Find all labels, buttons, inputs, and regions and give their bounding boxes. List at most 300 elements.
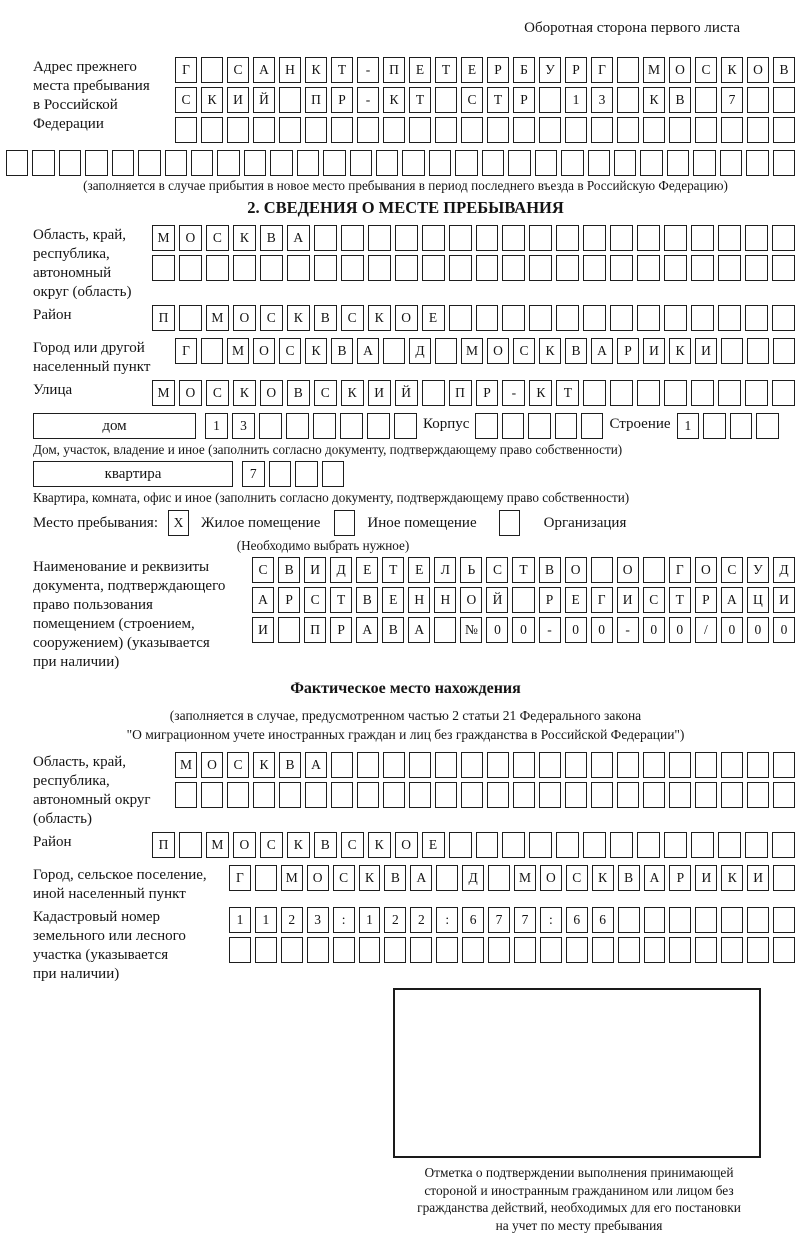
char-cell [286, 413, 309, 439]
char-cell [513, 752, 535, 778]
char-cell: - [502, 380, 525, 406]
char-cell [281, 937, 303, 963]
char-cell: В [384, 865, 406, 891]
char-cell: П [383, 57, 405, 83]
char-cell: А [253, 57, 275, 83]
char-cell [720, 150, 742, 176]
char-cell: С [279, 338, 301, 364]
char-cell: К [233, 225, 256, 251]
char-cell [529, 255, 552, 281]
char-cell [383, 782, 405, 808]
char-cell [643, 752, 665, 778]
raion-row [152, 305, 795, 331]
char-cell: 1 [205, 413, 228, 439]
char-cell [773, 865, 795, 891]
char-cell [461, 117, 483, 143]
char-cell [244, 150, 266, 176]
char-cell: Н [408, 587, 430, 613]
char-cell [253, 782, 275, 808]
char-cell: Е [422, 832, 445, 858]
char-cell: О [179, 225, 202, 251]
char-cell [449, 832, 472, 858]
char-cell: У [747, 557, 769, 583]
char-cell: Е [461, 57, 483, 83]
char-cell: Б [513, 57, 535, 83]
char-cell [691, 380, 714, 406]
char-cell [772, 255, 795, 281]
char-cell: Т [382, 557, 404, 583]
char-cell: А [408, 617, 430, 643]
char-cell [773, 782, 795, 808]
char-cell [669, 752, 691, 778]
char-cell [721, 782, 743, 808]
char-cell: О [540, 865, 562, 891]
char-cell: Т [330, 587, 352, 613]
char-cell: К [287, 305, 310, 331]
char-cell: Р [330, 617, 352, 643]
char-cell [565, 782, 587, 808]
char-cell: 6 [592, 907, 614, 933]
char-cell [664, 305, 687, 331]
char-cell [476, 305, 499, 331]
char-cell [566, 937, 588, 963]
char-cell [476, 255, 499, 281]
char-cell [429, 150, 451, 176]
char-cell [695, 782, 717, 808]
char-cell: Ц [747, 587, 769, 613]
char-cell: Т [409, 87, 431, 113]
checkbox-inoe [334, 510, 355, 536]
char-cell [179, 305, 202, 331]
char-cell [669, 907, 691, 933]
char-cell: Д [773, 557, 795, 583]
apartment-number-cells [242, 461, 344, 487]
char-cell: С [341, 305, 364, 331]
char-cell [721, 752, 743, 778]
char-cell: Е [422, 305, 445, 331]
char-cell [461, 752, 483, 778]
char-cell: С [486, 557, 508, 583]
char-cell [746, 150, 768, 176]
char-cell [422, 225, 445, 251]
char-cell: Р [565, 57, 587, 83]
char-cell [314, 225, 337, 251]
char-cell [556, 305, 579, 331]
char-cell [581, 413, 603, 439]
char-cell: Г [591, 587, 613, 613]
char-cell: О [201, 752, 223, 778]
char-cell: С [566, 865, 588, 891]
char-cell: С [260, 832, 283, 858]
apartment-row [33, 461, 795, 487]
char-cell: 2 [281, 907, 303, 933]
char-cell [591, 752, 613, 778]
char-cell: А [356, 617, 378, 643]
char-cell: С [695, 57, 717, 83]
char-cell [618, 937, 640, 963]
char-cell: О [487, 338, 509, 364]
char-cell [637, 832, 660, 858]
char-cell: О [695, 557, 717, 583]
char-cell: В [314, 832, 337, 858]
char-cell: Д [462, 865, 484, 891]
char-cell: К [669, 338, 691, 364]
char-cell [253, 117, 275, 143]
char-cell [695, 87, 717, 113]
char-cell [643, 782, 665, 808]
char-cell: : [333, 907, 355, 933]
document-row-3 [252, 617, 795, 643]
char-cell: К [383, 87, 405, 113]
char-cell [745, 832, 768, 858]
char-cell: С [341, 832, 364, 858]
char-cell: Р [617, 338, 639, 364]
char-cell [747, 117, 769, 143]
char-cell [745, 380, 768, 406]
char-cell [718, 305, 741, 331]
char-cell: О [233, 305, 256, 331]
char-cell: Л [434, 557, 456, 583]
char-cell [773, 117, 795, 143]
char-cell [721, 117, 743, 143]
char-cell: К [368, 832, 391, 858]
char-cell [313, 413, 336, 439]
char-cell [487, 117, 509, 143]
char-cell: С [206, 380, 229, 406]
char-cell: А [721, 587, 743, 613]
char-cell [591, 557, 613, 583]
fact-note: (заполняется в случае, предусмотренном частью 2 статьи 21 Федерального закона "О миграционном учете иностранных граждан и лиц без гражданства в Российской Федерации") [126, 708, 685, 742]
char-cell: О [565, 557, 587, 583]
char-cell: Г [591, 57, 613, 83]
char-cell: В [287, 380, 310, 406]
char-cell [637, 255, 660, 281]
char-cell [229, 937, 251, 963]
section2-heading: 2. СВЕДЕНИЯ О МЕСТЕ ПРЕБЫВАНИЯ [247, 198, 564, 217]
char-cell: 2 [384, 907, 406, 933]
char-cell [588, 150, 610, 176]
previous-address-row-4 [6, 150, 795, 176]
char-cell: Р [669, 865, 691, 891]
char-cell: С [252, 557, 274, 583]
char-cell [138, 150, 160, 176]
char-cell: М [227, 338, 249, 364]
char-cell [693, 150, 715, 176]
char-cell: С [721, 557, 743, 583]
char-cell: О [669, 57, 691, 83]
char-cell [617, 87, 639, 113]
char-cell: С [513, 338, 535, 364]
char-cell: Т [556, 380, 579, 406]
char-cell: П [305, 87, 327, 113]
char-cell: Е [356, 557, 378, 583]
char-cell [664, 255, 687, 281]
char-cell [695, 117, 717, 143]
char-cell: И [227, 87, 249, 113]
gorod-row [175, 338, 795, 364]
char-cell: С [227, 752, 249, 778]
char-cell [269, 461, 292, 487]
char-cell: М [206, 832, 229, 858]
char-cell [617, 57, 639, 83]
checkbox-organizatsiya [499, 510, 520, 536]
char-cell [535, 150, 557, 176]
char-cell [259, 413, 282, 439]
char-cell [695, 752, 717, 778]
char-cell: С [227, 57, 249, 83]
field-previous-address [33, 57, 795, 147]
char-cell: 1 [359, 907, 381, 933]
char-cell [529, 225, 552, 251]
char-cell [721, 937, 743, 963]
char-cell [340, 413, 363, 439]
char-cell [305, 782, 327, 808]
fact-raion-row [152, 832, 795, 858]
char-cell [529, 832, 552, 858]
char-cell [556, 832, 579, 858]
char-cell [502, 832, 525, 858]
char-cell: И [252, 617, 274, 643]
char-cell [745, 255, 768, 281]
field-fact-gorod [33, 865, 795, 904]
char-cell: - [357, 57, 379, 83]
ulitsa-label: Улица [33, 382, 73, 398]
char-cell [367, 413, 390, 439]
oblast-label: Область, край, республика, автономный округ (область) [33, 227, 132, 300]
previous-address-row-2 [175, 87, 795, 113]
char-cell: Р [278, 587, 300, 613]
char-cell: 0 [669, 617, 691, 643]
char-cell [175, 782, 197, 808]
char-cell [502, 255, 525, 281]
char-cell: 6 [566, 907, 588, 933]
char-cell: Р [513, 87, 535, 113]
fact-gorod-row [229, 865, 795, 891]
char-cell [614, 150, 636, 176]
char-cell [402, 150, 424, 176]
char-cell: О [233, 832, 256, 858]
char-cell [703, 413, 726, 439]
char-cell: К [592, 865, 614, 891]
char-cell [475, 413, 497, 439]
option-inoe-label: Иное помещение [367, 514, 477, 531]
char-cell: Е [565, 587, 587, 613]
char-cell [583, 255, 606, 281]
field-document [33, 557, 795, 672]
char-cell [773, 338, 795, 364]
char-cell: К [305, 338, 327, 364]
char-cell [555, 413, 577, 439]
char-cell [747, 907, 769, 933]
char-cell [691, 832, 714, 858]
confirmation-stamp-box [393, 988, 761, 1158]
char-cell [435, 338, 457, 364]
char-cell: Г [175, 338, 197, 364]
char-cell [331, 752, 353, 778]
char-cell: А [410, 865, 432, 891]
document-row-2 [252, 587, 795, 613]
char-cell: И [617, 587, 639, 613]
char-cell: Й [253, 87, 275, 113]
char-cell [383, 338, 405, 364]
char-cell: П [449, 380, 472, 406]
char-cell: М [281, 865, 303, 891]
char-cell [455, 150, 477, 176]
char-cell: С [304, 587, 326, 613]
char-cell [279, 87, 301, 113]
char-cell: 3 [307, 907, 329, 933]
char-cell [637, 305, 660, 331]
char-cell: И [695, 338, 717, 364]
char-cell [529, 305, 552, 331]
char-cell: С [260, 305, 283, 331]
char-cell [488, 865, 510, 891]
char-cell: Т [512, 557, 534, 583]
char-cell: П [152, 832, 175, 858]
char-cell [152, 255, 175, 281]
char-cell [643, 557, 665, 583]
char-cell [6, 150, 28, 176]
house-number-cells [205, 413, 417, 439]
char-cell [502, 413, 524, 439]
char-cell: С [314, 380, 337, 406]
char-cell [32, 150, 54, 176]
stamp-area [33, 988, 795, 1234]
char-cell: Й [395, 380, 418, 406]
char-cell: К [253, 752, 275, 778]
char-cell [206, 255, 229, 281]
char-cell [718, 380, 741, 406]
char-cell: М [206, 305, 229, 331]
korpus-cells [475, 413, 603, 439]
char-cell: Т [669, 587, 691, 613]
char-cell [773, 752, 795, 778]
char-cell [409, 752, 431, 778]
fact-heading: Фактическое место нахождения [290, 680, 521, 697]
char-cell: В [382, 617, 404, 643]
char-cell [691, 225, 714, 251]
char-cell [644, 937, 666, 963]
char-cell [772, 225, 795, 251]
option-zhiloe-label: Жилое помещение [201, 514, 321, 531]
char-cell: И [773, 587, 795, 613]
char-cell [610, 832, 633, 858]
raion-label: Район [33, 307, 72, 323]
char-cell [410, 937, 432, 963]
char-cell [691, 255, 714, 281]
char-cell: 2 [410, 907, 432, 933]
char-cell [617, 117, 639, 143]
char-cell: К [359, 865, 381, 891]
char-cell [175, 117, 197, 143]
char-cell: Р [695, 587, 717, 613]
fact-oblast-label: Область, край, республика, автономный округ (область) [33, 754, 151, 827]
char-cell: 1 [255, 907, 277, 933]
char-cell: М [175, 752, 197, 778]
char-cell [350, 150, 372, 176]
apartment-caption: Квартира, комната, офис и иное (заполнить согласно документу, подтверждающему право собственности) [33, 490, 630, 505]
char-cell [255, 937, 277, 963]
char-cell: О [395, 832, 418, 858]
char-cell: 1 [229, 907, 251, 933]
char-cell [434, 617, 456, 643]
char-cell: 0 [486, 617, 508, 643]
char-cell [592, 937, 614, 963]
ulitsa-row [152, 380, 795, 406]
char-cell [59, 150, 81, 176]
char-cell [513, 782, 535, 808]
char-cell [255, 865, 277, 891]
char-cell [435, 117, 457, 143]
oblast-row-1 [152, 225, 795, 251]
char-cell [201, 782, 223, 808]
char-cell [514, 937, 536, 963]
char-cell [773, 87, 795, 113]
char-cell [664, 832, 687, 858]
char-cell [461, 782, 483, 808]
char-cell [539, 752, 561, 778]
char-cell: В [331, 338, 353, 364]
char-cell: / [695, 617, 717, 643]
char-cell [482, 150, 504, 176]
char-cell [565, 752, 587, 778]
char-cell [747, 937, 769, 963]
char-cell: : [540, 907, 562, 933]
field-ulitsa [33, 380, 795, 410]
char-cell: М [152, 225, 175, 251]
char-cell [331, 782, 353, 808]
char-cell [773, 937, 795, 963]
char-cell [664, 225, 687, 251]
char-cell [322, 461, 345, 487]
char-cell [528, 413, 550, 439]
char-cell [772, 380, 795, 406]
char-cell [721, 907, 743, 933]
char-cell [756, 413, 779, 439]
char-cell [669, 937, 691, 963]
char-cell: О [253, 338, 275, 364]
char-cell [583, 225, 606, 251]
char-cell [773, 907, 795, 933]
char-cell [508, 150, 530, 176]
char-cell: 1 [677, 413, 700, 439]
char-cell: Н [279, 57, 301, 83]
char-cell: Й [486, 587, 508, 613]
char-cell [718, 832, 741, 858]
char-cell: И [747, 865, 769, 891]
char-cell [201, 57, 223, 83]
char-cell: К [643, 87, 665, 113]
char-cell: Д [409, 338, 431, 364]
char-cell [513, 117, 535, 143]
document-label: Наименование и реквизиты документа, подтверждающего право пользования помещением (строением, сооружением) (указывается при наличии) [33, 559, 226, 670]
char-cell [747, 752, 769, 778]
char-cell [747, 87, 769, 113]
char-cell [488, 937, 510, 963]
char-cell: У [539, 57, 561, 83]
char-cell [487, 782, 509, 808]
char-cell [278, 617, 300, 643]
char-cell: Р [539, 587, 561, 613]
char-cell [435, 782, 457, 808]
char-cell [394, 413, 417, 439]
char-cell: 1 [565, 87, 587, 113]
char-cell [476, 225, 499, 251]
fact-oblast-row-2 [175, 782, 795, 808]
char-cell [422, 380, 445, 406]
char-cell: Е [409, 57, 431, 83]
char-cell: Р [331, 87, 353, 113]
